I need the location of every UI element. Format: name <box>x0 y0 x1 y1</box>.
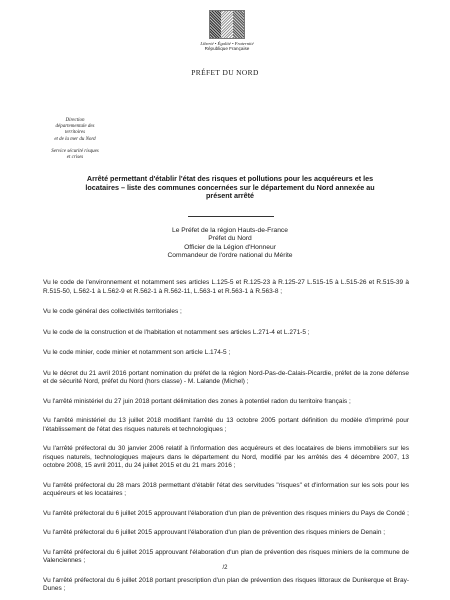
direction-line: départementale des <box>55 124 95 130</box>
vu-paragraph: Vu le code de la construction et de l'habitation et notamment ses articles L.271-4 et L.271-5 ; <box>43 328 310 336</box>
direction-line: territoires <box>64 130 86 136</box>
vu-paragraph: Vu le code de l'environnement et notamment ses articles L.125-5 et R.125-23 à R.125-27 L.515-15 à L.515-26 et R.515-39 à R.515-50, L.562-1 à L.562-9 et R.562-1 à R.562-11, L.563-1 et R.563-1 à R.563-8 ; <box>43 279 409 295</box>
vu-paragraph: Vu l'arrêté préfectoral du 6 juillet 2015 approuvant l'élaboration d'un plan de prévention des risques miniers de la commune de Valenciennes ; <box>43 548 409 564</box>
direction-block <box>43 118 107 143</box>
signatory-line: Commandeur de l'ordre national du Mérite <box>167 251 293 259</box>
signatory-line: Le Préfet de la région Hauts-de-France <box>172 227 288 234</box>
vu-paragraph: Vu l'arrêté préfectoral du 6 juillet 2015 approuvant l'élaboration d'un plan de prévention des risques miniers du Pays de Condé ; <box>43 509 409 517</box>
vu-paragraph: Vu le décret du 21 avril 2016 portant nomination du préfet de la région Nord-Pas-de-Calais-Picardie, préfet de la zone défense et de sécurité Nord, préfet du Nord (hors classe) - M. Lalande (Michel) ; <box>43 369 409 385</box>
vu-paragraph: Vu l'arrêté préfectoral du 6 juillet 2015 approuvant l'élaboration d'un plan de prévention des risques miniers de Denain ; <box>43 529 386 536</box>
vu-paragraph: Vu le code minier, code minier et notamment son article L.174-5 ; <box>43 349 231 356</box>
direction-line: et de la mer du Nord <box>54 136 96 142</box>
page-number: /2 <box>222 565 228 571</box>
service-line: Service sécurité risques <box>51 149 99 154</box>
republic-motto: Liberté • Égalité • Fraternité <box>200 41 254 46</box>
direction-line: Direction <box>65 118 85 123</box>
vu-paragraph: Vu l'arrêté ministériel du 27 juin 2018 portant délimitation des zones à potentiel radon du territoire français ; <box>43 397 351 405</box>
vu-paragraph: Vu l'arrêté ministériel du 13 juillet 2018 modifiant l'arrêté du 13 octobre 2005 portant définition du modèle d'imprimé pour l'établissement de l'état des risques naturels et technologiques ; <box>43 417 409 433</box>
vu-paragraph: Vu l'arrêté préfectoral du 6 juillet 2018 portant prescription d'un plan de prévention des risques littoraux de Dunkerque et Bray-Dunes ; <box>43 576 409 592</box>
service-line: et crises <box>66 155 84 161</box>
republic-name: République Française <box>204 46 250 52</box>
marianne-logo <box>194 10 260 52</box>
signatory-line: Préfet du Nord <box>208 235 252 243</box>
vu-paragraph: Vu le code général des collectivités territoriales ; <box>43 308 182 315</box>
legal-references <box>43 279 409 594</box>
tricolor-emblem-icon <box>209 10 245 39</box>
document-title: Arrêté permettant d'établir l'état des risques et pollutions pour les acquéreurs et les locataires – liste des communes concernées sur le département du Nord annexée au présent arrêté <box>85 174 375 201</box>
prefet-heading: PRÉFET DU NORD <box>191 68 259 77</box>
service-block <box>43 149 107 161</box>
title-divider <box>188 216 274 217</box>
signatory-line: Officier de la Légion d'Honneur <box>184 243 276 251</box>
vu-paragraph: Vu l'arrêté préfectoral du 30 janvier 2006 relatif à l'information des acquéreurs et des locataires de biens immobiliers sur les risques naturels, technologiques majeurs dans le département du Nord, modifié par les arrêtés des 4 décembre 2007, 13 octobre 2008, 15 avril 2011, du 24 juillet 2015 et du 21 mars 2016 ; <box>43 445 409 469</box>
signatory-block <box>100 227 360 260</box>
vu-paragraph: Vu l'arrêté préfectoral du 28 mars 2018 permettant d'établir l'état des servitudes "risques" et d'information sur les sols pour les acquéreurs et les locataires ; <box>43 481 409 497</box>
